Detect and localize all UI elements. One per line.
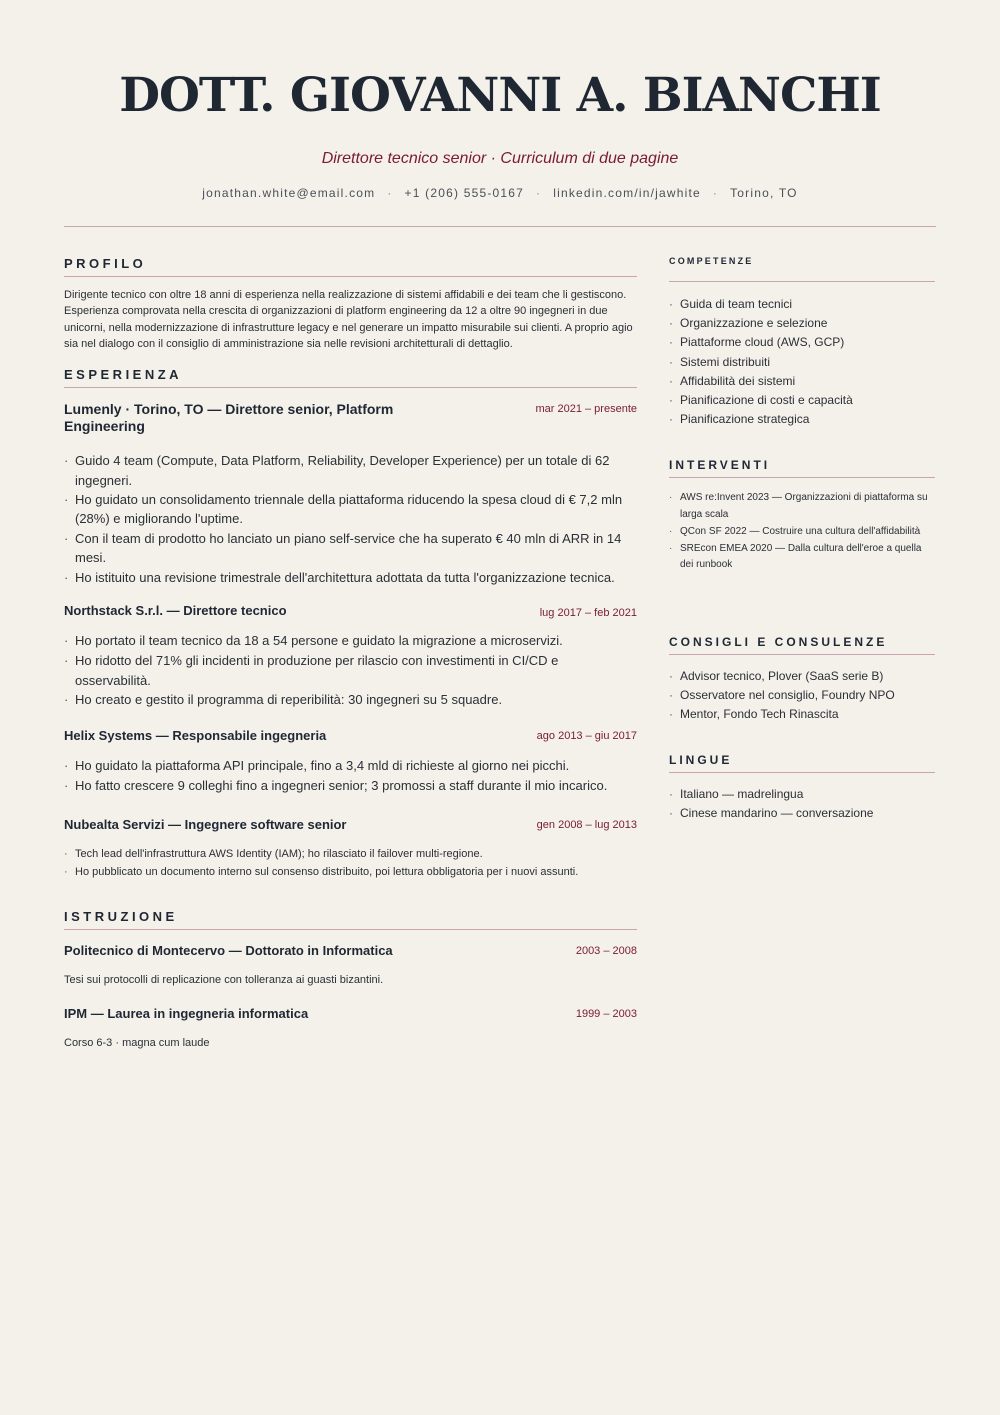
job-role: Direttore tecnico <box>183 603 287 619</box>
contact-separator: · <box>536 186 542 200</box>
list-item: · Tech lead dell'infrastruttura AWS Identity (IAM); ho rilasciato il failover multi-regione. <box>64 845 637 863</box>
sidebar-column <box>669 256 935 823</box>
list-item: · QCon SF 2022 — Costruire una cultura dell'affidabilità <box>669 524 935 541</box>
job-dates: lug 2017 – feb 2021 <box>539 607 637 620</box>
list-item: · Ho istituito una revisione trimestrale dell'architettura adottata da tutta l'organizzazione tecnica. <box>64 568 637 587</box>
list-item: · AWS re:Invent 2023 — Organizzazioni di piattaforma su larga scala <box>669 490 935 523</box>
education-detail: Tesi sui protocolli di replicazione con tolleranza ai guasti bizantini. <box>64 974 384 987</box>
list-item: · Ho fatto crescere 9 colleghi fino a ingegneri senior; 3 promossi a staff durante il mio incarico. <box>64 776 637 795</box>
list-item: · Osservatore nel consiglio, Foundry NPO <box>669 686 935 705</box>
education-detail: Corso 6-3 · magna cum laude <box>64 1037 210 1050</box>
education-school: Politecnico di Montecervo <box>64 943 226 959</box>
list-item: · Mentor, Fondo Tech Rinascita <box>669 705 935 724</box>
job-dates: gen 2008 – lug 2013 <box>536 819 637 832</box>
list-item: · Sistemi distribuiti <box>669 353 935 372</box>
list-item: · Piattaforme cloud (AWS, GCP) <box>669 333 935 352</box>
list-item: · Ho pubblicato un documento interno sul consenso distribuito, poi lettura obbligatoria per i nuovi assunti. <box>64 863 637 881</box>
job-role: Responsabile ingegneria <box>172 728 327 744</box>
job-bullets <box>64 631 637 710</box>
list-item: · Ho creato e gestito il programma di reperibilità: 30 ingegneri su 5 squadre. <box>64 690 637 710</box>
section-title-education: ISTRUZIONE <box>64 909 637 930</box>
talks-section <box>669 458 935 574</box>
job-company: Nubealta Servizi <box>64 817 165 833</box>
list-item: · Guido 4 team (Compute, Data Platform, Reliability, Developer Experience) per un totale di 62 ingegneri. <box>64 451 637 490</box>
contact-line <box>0 186 1000 200</box>
job-company: Lumenly · Torino, TO <box>64 401 204 418</box>
section-title-languages: LINGUE <box>669 753 935 773</box>
contact-location: Torino, TO <box>730 186 798 200</box>
skills-list <box>669 295 935 429</box>
job-bullets <box>64 451 637 587</box>
education-entry <box>64 1006 637 1051</box>
list-item: · Con il team di prodotto ho lanciato un piano self-service che ha superato € 40 mln di ARR in 14 mesi. <box>64 529 637 568</box>
job-heading: Helix Systems — Responsabile ingegneria <box>64 728 327 744</box>
job-entry <box>64 728 637 795</box>
job-role: Direttore senior, Platform Engineering <box>64 401 394 434</box>
header-divider <box>64 226 936 227</box>
list-item: · Ho ridotto del 71% gli incidenti in produzione per rilascio con investimenti in CI/CD e osservabilità. <box>64 651 637 691</box>
contact-separator: · <box>387 186 393 200</box>
profile-section <box>64 256 637 352</box>
skills-section <box>669 256 935 429</box>
education-heading: Politecnico di Montecervo — Dottorato in Informatica <box>64 943 393 959</box>
advisory-list <box>669 667 935 725</box>
list-item: · Pianificazione di costi e capacità <box>669 391 935 410</box>
job-heading: Northstack S.r.l. — Direttore tecnico <box>64 603 287 619</box>
job-entry <box>64 817 637 881</box>
section-title-advisory: CONSIGLI E CONSULENZE <box>669 635 935 655</box>
job-entry <box>64 401 637 587</box>
education-entry <box>64 943 637 988</box>
main-column <box>64 256 637 1051</box>
job-company: Helix Systems <box>64 728 153 744</box>
languages-list <box>669 785 935 823</box>
languages-section <box>669 753 935 823</box>
education-degree: Laurea in ingegneria informatica <box>107 1006 309 1022</box>
job-bullets <box>64 845 637 881</box>
list-item: · Pianificazione strategica <box>669 410 935 429</box>
education-degree: Dottorato in Informatica <box>245 943 393 959</box>
list-item: · Affidabilità dei sistemi <box>669 372 935 391</box>
list-item: · Ho guidato la piattaforma API principale, fino a 3,4 mld di richieste al giorno nei picchi. <box>64 756 637 775</box>
education-heading: IPM — Laurea in ingegneria informatica <box>64 1006 309 1022</box>
education-dates: 1999 – 2003 <box>575 1008 637 1021</box>
advisory-section <box>669 635 935 725</box>
job-company: Northstack S.r.l. <box>64 603 163 619</box>
profile-text: Dirigente tecnico con oltre 18 anni di esperienza nella realizzazione di sistemi affidabili e dei team che li gestiscono. Esperienza comprovata nella crescita di organizzazioni di platform engineering da 12 a oltre 90 ingegneri in due unicorni, nella modernizzazione di infrastrutture legacy e nel generare un impatto misurabile sui clienti. A proprio agio sia nel dialogo con il consiglio di amministrazione sia nelle revisioni architetturali di dettaglio. <box>64 289 633 350</box>
section-title-experience: ESPERIENZA <box>64 367 637 388</box>
list-item: · SREcon EMEA 2020 — Dalla cultura dell'eroe a quella dei runbook <box>669 541 935 574</box>
contact-phone[interactable]: +1 (206) 555-0167 <box>404 186 525 200</box>
job-entry <box>64 603 637 710</box>
education-school: IPM <box>64 1006 88 1022</box>
job-dates: mar 2021 – presente <box>535 403 637 416</box>
talks-list <box>669 490 935 574</box>
list-item: · Advisor tecnico, Plover (SaaS serie B) <box>669 667 935 686</box>
job-heading: Nubealta Servizi — Ingegnere software senior <box>64 817 347 833</box>
tagline: Direttore tecnico senior · Curriculum di due pagine <box>321 150 679 167</box>
list-item: · Ho guidato un consolidamento triennale della piattaforma riducendo la spesa cloud di € 7,2 mln (28%) e migliorando l'uptime. <box>64 490 637 529</box>
section-title-talks: INTERVENTI <box>669 458 935 478</box>
candidate-name: DOTT. GIOVANNI A. BIANCHI <box>119 68 881 123</box>
job-bullets <box>64 756 637 795</box>
contact-linkedin[interactable]: linkedin.com/in/jawhite <box>553 186 701 200</box>
section-title-skills: COMPETENZE <box>669 256 935 282</box>
experience-section <box>64 367 637 881</box>
list-item: · Guida di team tecnici <box>669 295 935 314</box>
job-role: Ingegnere software senior <box>184 817 347 833</box>
education-section <box>64 909 637 1051</box>
list-item: · Italiano — madrelingua <box>669 785 935 804</box>
contact-email[interactable]: jonathan.white@email.com <box>202 186 376 200</box>
list-item: · Cinese mandarino — conversazione <box>669 804 935 823</box>
section-title-profile: PROFILO <box>64 256 637 277</box>
job-dates: ago 2013 – giu 2017 <box>536 730 637 743</box>
list-item: · Ho portato il team tecnico da 18 a 54 persone e guidato la migrazione a microservizi. <box>64 631 637 651</box>
contact-separator: · <box>712 186 719 200</box>
education-dates: 2003 – 2008 <box>575 945 637 958</box>
list-item: · Organizzazione e selezione <box>669 314 935 333</box>
job-heading: Lumenly · Torino, TO — Direttore senior, Platform Engineering <box>64 401 394 434</box>
